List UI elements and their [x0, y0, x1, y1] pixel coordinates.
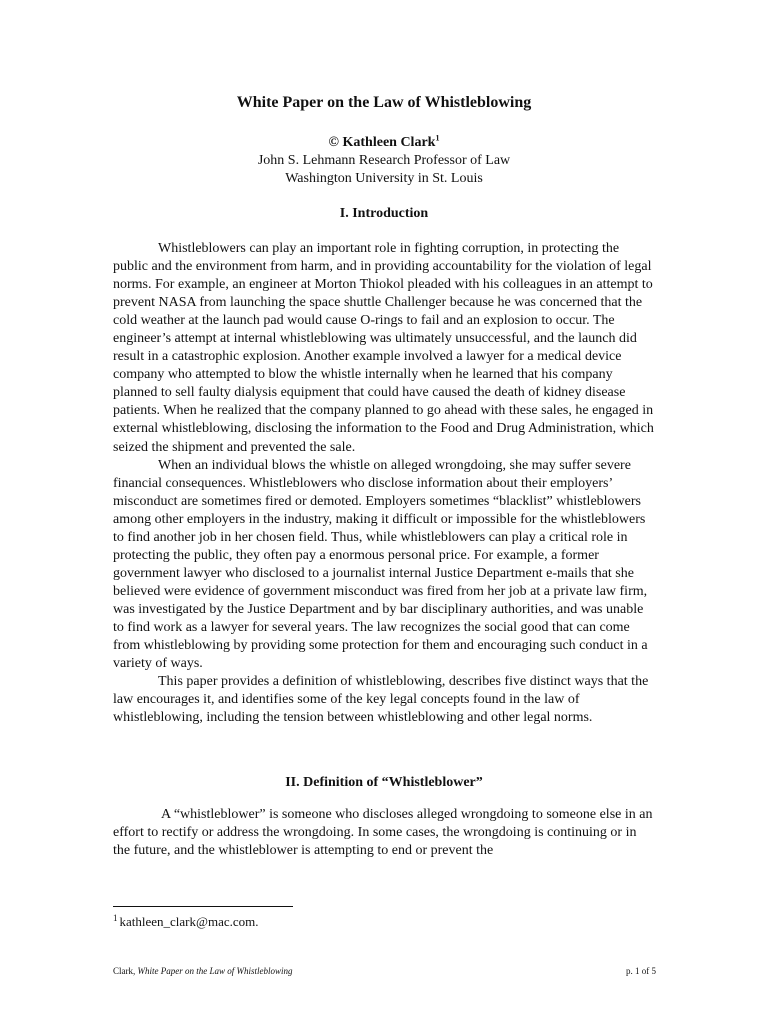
section-heading-definition: II. Definition of “Whistleblower”: [285, 775, 483, 790]
section-body-definition: [113, 806, 656, 860]
footnote-email-link[interactable]: kathleen_clark@mac.com.: [119, 914, 259, 929]
document-title: White Paper on the Law of Whistleblowing: [236, 94, 532, 111]
paragraph: Whistleblowers can play an important role in fighting corruption, in protecting the public and the environment from harm, and in providing accountability for the violation of legal norms. For example, an engineer at Morton Thiokol pleaded with his colleagues in an attempt to prevent NASA from launching the space shuttle Challenger because he was concerned that the cold weather at the launch pad would cause O-rings to fail and an explosion to occur. The engineer’s attempt at internal whistleblowing was ultimately unsuccessful, and the launch did result in a catastrophic explosion. Another example involved a lawyer for a medical device company who attempted to blow the whistle internally when he learned that his company planned to sell faulty dialysis equipment that could have caused the death of kidney disease patients. When he realized that the company planned to go ahead with these sales, he engaged in external whistleblowing, disclosing the information to the Food and Drug Administration, which seized the shipment and prevented the sale.: [113, 241, 654, 455]
affiliation-title: John S. Lehmann Research Professor of Law: [257, 153, 511, 168]
affiliation-institution: Washington University in St. Louis: [285, 171, 483, 186]
paragraph: This paper provides a definition of whistleblowing, describes five distinct ways that the law encourages it, and identifies some of the key legal concepts found in the law of whistleblowing, including the tension between whistleblowing and other legal norms.: [113, 674, 649, 726]
section-heading-introduction: I. Introduction: [339, 206, 429, 221]
paragraph: When an individual blows the whistle on alleged wrongdoing, she may suffer severe financial consequences. Whistleblowers who disclose information about their employers’ misconduct are sometimes fired or demoted. Employers sometimes “blacklist” whistleblowers among other employers in the industry, making it difficult or impossible for the whistleblowers to find another job in her chosen field. Thus, while whistleblowers can play a critical role in protecting the public, they often pay a enormous personal price. For example, a former government lawyer who disclosed to a journalist internal Justice Department e-mails that she believed were evidence of government misconduct was fired from her job at a private law firm, was investigated by the Justice Department and by bar disciplinary authorities, and was unable to find work as a lawyer for several years. The law recognizes the social good that can come from whistleblowing by providing some protection for them and encouraging such conduct in a variety of ways.: [113, 457, 648, 672]
author-line: [0, 134, 768, 152]
paragraph: A “whistleblower” is someone who discloses alleged wrongdoing to someone else in an effort to rectify or address the wrongdoing. In some cases, the wrongdoing is continuing or in the future, and the whistleblower is attempting to end or prevent the: [113, 807, 653, 859]
footnote-marker: 1: [113, 912, 118, 923]
footnote: [113, 913, 259, 930]
page-number: p. 1 of 5: [626, 966, 656, 976]
page-footer: [113, 965, 656, 977]
footer-author: Clark,: [113, 966, 138, 976]
footnote-divider: [113, 906, 293, 907]
author-name: © Kathleen Clark: [328, 135, 436, 150]
section-body-introduction: [113, 240, 656, 727]
author-footnote-marker: 1: [435, 133, 440, 143]
footer-title: White Paper on the Law of Whistleblowing: [137, 966, 293, 976]
